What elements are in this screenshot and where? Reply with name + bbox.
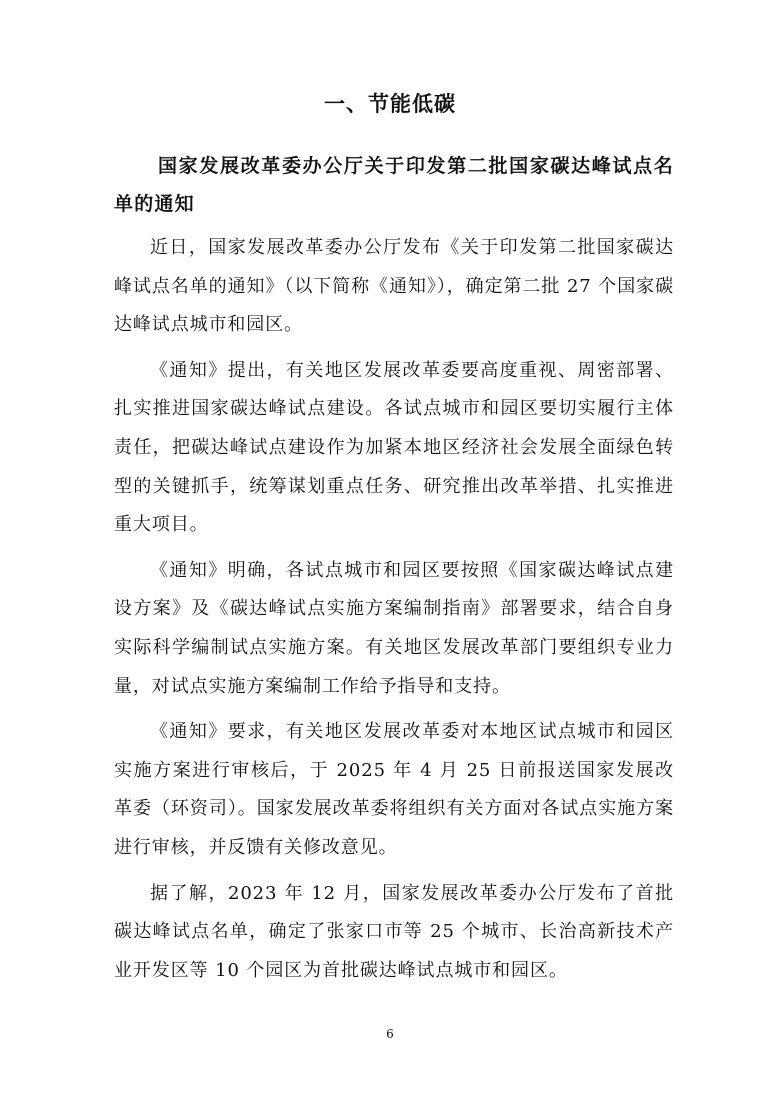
paragraph-background: 据了解，2023 年 12 月，国家发展改革委办公厅发布了首批碳达峰试点名单，确定了张家口市等 25 个城市、长治高新技术产业开发区等 10 个园区为首批碳达峰试点城市和园区。: [114, 882, 674, 981]
paragraph-clarification: 《通知》明确，各试点城市和园区要按照《国家碳达峰试点建设方案》及《碳达峰试点实施方案编制指南》部署要求，结合自身实际科学编制试点实施方案。有关地区发展改革部门要组织专业力量，对试点实施方案编制工作给予指导和支持。: [114, 559, 674, 697]
article-body: [114, 229, 674, 997]
paragraph-requirement: 《通知》要求，有关地区发展改革委对本地区试点城市和园区实施方案进行审核后，于 2025 年 4 月 25 日前报送国家发展改革委（环资司）。国家发展改革委将组织有关方面对各试点实施方案进行审核，并反馈有关修改意见。: [114, 721, 674, 858]
section-title: 一、节能低碳: [324, 92, 456, 116]
paragraph-proposal: 《通知》提出，有关地区发展改革委要高度重视、周密部署、扎实推进国家碳达峰试点建设。各试点城市和园区要切实履行主体责任，把碳达峰试点建设作为加紧本地区经济社会发展全面绿色转型的关键抓手，统筹谋划重点任务、研究推出改革举措、扎实推进重大项目。: [114, 359, 674, 536]
article-title: 国家发展改革委办公厅关于印发第二批国家碳达峰试点名单的通知: [114, 155, 674, 215]
page-number: 6: [386, 1027, 394, 1041]
paragraph-intro: 近日，国家发展改革委办公厅发布《关于印发第二批国家碳达峰试点名单的通知》（以下简称《通知》），确定第二批 27 个国家碳达峰试点城市和园区。: [114, 237, 674, 336]
